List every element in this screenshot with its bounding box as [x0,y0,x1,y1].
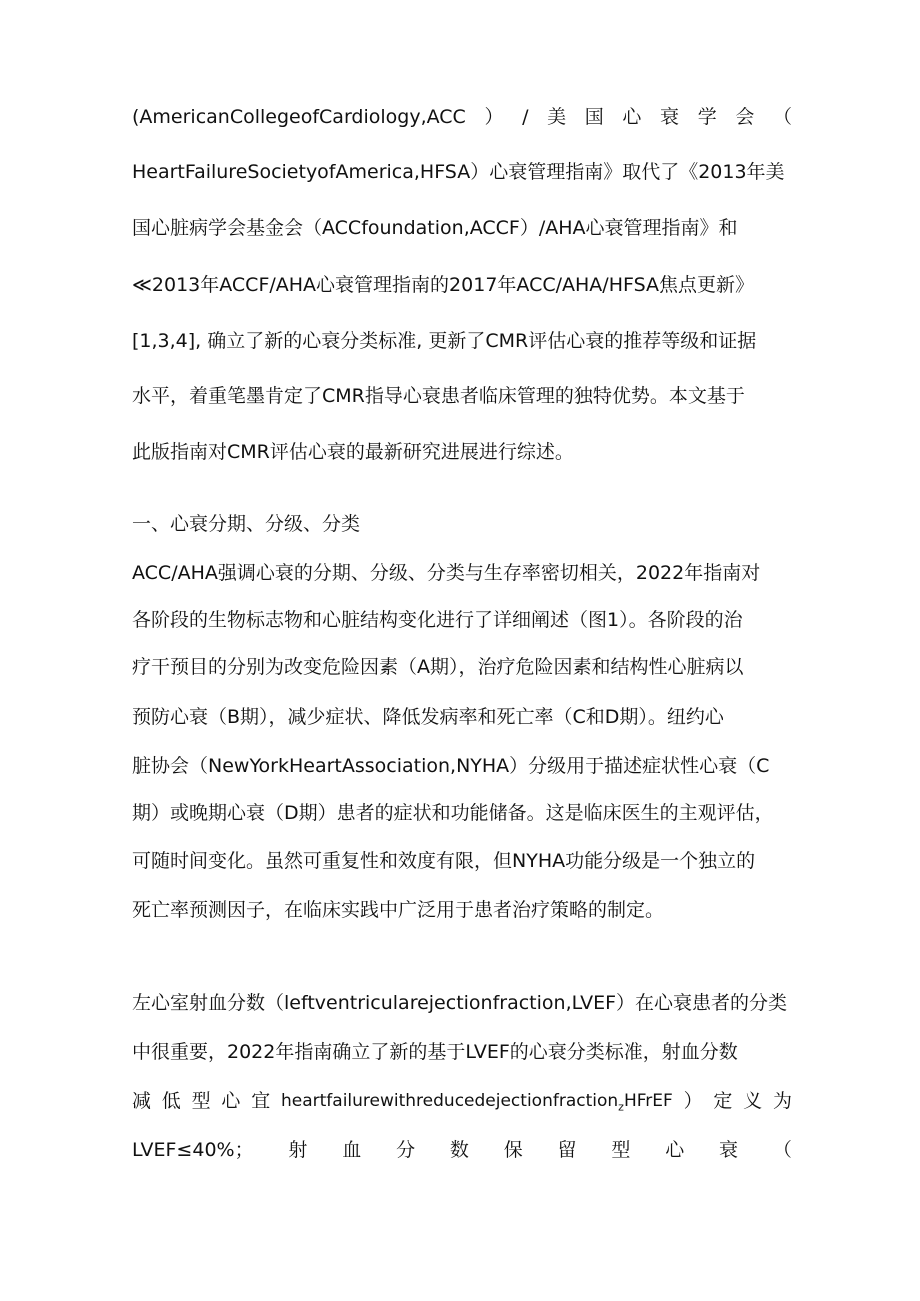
text-fragment: 衰 [719,1139,739,1161]
section-1-line-3: 疗干预目的分别为改变危险因素（A期），治疗危险因素和结构性心脏病以 [132,656,744,678]
section-1-line-2: 各阶段的生物标志物和心脏结构变化进行了详细阐述（图1）。各阶段的治 [132,609,743,631]
paragraph-1-line-2: HeartFailureSocietyofAmerica,HFSA）心衰管理指南》取代了《2013年美 [132,161,785,183]
paragraph-3-line-3 [132,1089,792,1119]
text-fragment: (AmericanCollegeofCardiology,ACC [132,106,466,128]
text-fragment: 数 [449,1139,469,1161]
text-fragment: 定 [713,1090,733,1112]
section-1-line-7: 可随时间变化。虽然可重复性和效度有限，但NYHA功能分级是一个独立的 [132,850,756,872]
section-1-line-1: ACC/AHA强调心衰的分期、分级、分类与生存率密切相关，2022年指南对 [132,562,761,584]
text-fragment: / [522,106,529,128]
section-heading: 一、心衰分期、分级、分类 [132,513,361,535]
text-fragment: 射 [288,1139,308,1161]
text-fragment: （ [772,1139,792,1161]
text-fragment: 型 [191,1090,211,1112]
paragraph-3-line-4 [132,1138,792,1162]
text-fragment: （ [772,106,792,128]
text-fragment: heartfailurewithreducedejectionfraction$_z$HFrEF [280,1091,673,1114]
text-fragment: 心 [622,106,642,128]
text-fragment: 宜 [251,1090,271,1112]
text-fragment: 留 [557,1139,577,1161]
text-fragment: 为 [772,1090,792,1112]
text-fragment: 保 [503,1139,523,1161]
text-fragment: ） [683,1090,703,1112]
paragraph-1-line-3: 国心脏病学会基金会（ACCfoundation,ACCF）/AHA心衰管理指南》和 [132,217,738,239]
text-fragment: 血 [342,1139,362,1161]
paragraph-1-line-7: 此版指南对CMR评估心衰的最新研究进展进行综述。 [132,441,574,463]
text-fragment: 分 [396,1139,416,1161]
paragraph-3-line-1: 左心室射血分数（leftventricularejectionfraction,LVEF）在心衰患者的分类 [132,992,788,1014]
text-fragment: 会 [735,106,755,128]
section-1-line-4: 预防心衰（B期），减少症状、降低发病率和死亡率（C和D期）。纽约心 [132,706,724,728]
text-fragment: ） [484,106,504,128]
section-1-line-5: 脏协会（NewYorkHeartAssociation,NYHA）分级用于描述症状性心衰（C [132,755,770,777]
text-fragment: 美 [547,106,567,128]
text-fragment: 低 [161,1090,181,1112]
paragraph-1-line-6: 水平，着重笔墨肯定了CMR指导心衰患者临床管理的独特优势。本文基于 [132,385,745,407]
section-1-line-6: 期）或晚期心衰（D期）患者的症状和功能储备。这是临床医生的主观评估， [132,802,774,824]
text-fragment: 减 [132,1090,152,1112]
text-fragment: 心 [665,1139,685,1161]
text-fragment: 衰 [660,106,680,128]
paragraph-1-line-5: [1,3,4], 确立了新的心衰分类标准, 更新了CMR评估心衰的推荐等级和证据 [132,330,757,352]
text-fragment: 型 [611,1139,631,1161]
section-1-line-8: 死亡率预测因子，在临床实践中广泛用于患者治疗策略的制定。 [132,899,665,921]
text-fragment: 心 [221,1090,241,1112]
text-fragment: LVEF≤40%； [132,1139,254,1161]
paragraph-1-line-1 [132,105,792,129]
paragraph-1-line-4: ≪2013年ACCF/AHA心衰管理指南的2017年ACC/AHA/HFSA焦点更新》 [132,274,754,296]
text-fragment: 义 [743,1090,763,1112]
paragraph-3-line-2: 中很重要，2022年指南确立了新的基于LVEF的心衰分类标准，射血分数 [132,1041,738,1063]
text-fragment: 学 [697,106,717,128]
text-fragment: 国 [584,106,604,128]
